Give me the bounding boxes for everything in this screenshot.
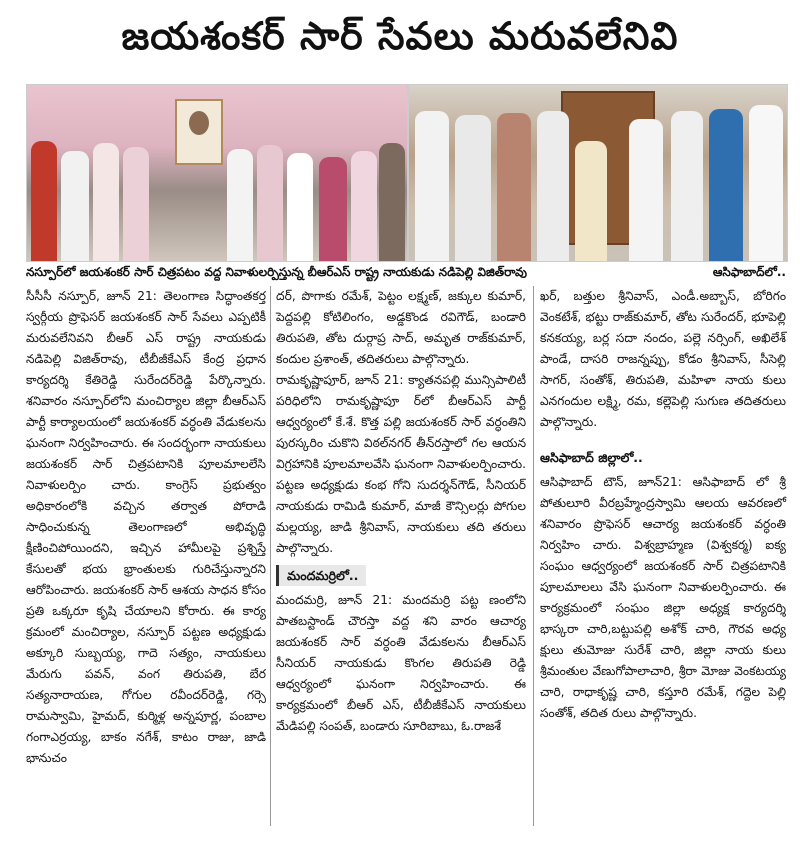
paragraph: మందమర్రి, జూన్ 21: మందమర్రి పట్ట ణంలోని పాతబస్టాండ్ చౌరస్తా వద్ద శని వారం ఆచార్య జయశంకర్ సార్ వర్ధంతి వేడుకలను బీఆర్ఎస్ సీనియర్ నాయకుడు కొంగల తిరుపతి రెడ్డి ఆధ్వర్యంలో ఘనంగా నిర్వహించారు. ఈ కార్యక్రమంలో బీఆర్ ఎస్, టీబీజీకేఎస్ నాయకులు మేడిపల్లి సంపత్, బండారు సూరిబాబు, ఓ.రాజశే (276, 593, 526, 733)
subhead-asifabad: ఆసిఫాబాద్ జిల్లాలో.. (540, 450, 643, 465)
paragraph: ఖర్, బత్తుల శ్రీనివాస్, ఎండీ.అబ్బాస్, బోరిగం వెంకటేశ్, భట్టు రాజ్‌కుమార్, తోట సురేందర్, భూపెల్లి కనకయ్య, బర్ల సదా నందం, పల్లె నర్సింగ్, అఖిలేశ్ పాండే, దాసరి రాజన్నప్పు, కోడం శ్రీనివాస్, సీసెల్లి సాగర్, సంతోశ్, తిరుపతి, మహిళా నాయ కులు ఎనగందుల లక్ష్మి, రమ, కల్లెపెల్లి సుగుణ తదితరులు పాల్గొన్నారు. (540, 289, 786, 429)
photo-caption (26, 262, 786, 282)
caption-right: ఆసిఫాబాద్‌లో.. (712, 265, 786, 279)
paragraph: ఆసిఫాబాద్ టౌన్, జూన్21: ఆసిఫాబాద్ లో శ్రీ పోతులూరి వీరబ్రహ్మేంద్రస్వామి ఆలయ ఆవరణలో శనివారం ప్రొఫెసర్ ఆచార్య జయశంకర్ వర్ధంతి నిర్వహిం చారు. విశ్వబ్రాహ్మణ (విశ్వకర్మ) ఐక్య సంఘం ఆధ్వర్యంలో జయశంకర్ సార్ చిత్రపటానికి పూలమాలలు వేసి ఘనంగా నివాళులర్పించారు. ఈ కార్యక్రమంలో సంఘం జిల్లా అధ్యక్ష కార్యదర్శి భాస్కరా చారి,బట్టుపల్లి అశోక్ చారి, గౌరవ అధ్య క్షులు తుమోజు సురేశ్ చారి, జిల్లా నాయ కులు శ్రీమంతుల వేణుగోపాలాచారి, శ్రీరా మోజు వెంకటయ్య చారి, రాధాకృష్ణ చారి, కస్తూరి రమేశ్, గద్దెల పెల్లి సంతోశ్, తదిత రులు పాల్గొన్నారు. (540, 475, 786, 720)
portrait-image (175, 99, 223, 165)
caption-left: నస్పూర్‌లో జయశంకర్ సార్ చిత్రపటం వద్ద నివాళులర్పిస్తున్న బీఆర్ఎస్ రాష్ట్ర నాయకుడు నడిపెల్లి విజిత్‌రావు (26, 265, 527, 279)
paragraph: రామకృష్ణాపూర్, జూన్ 21: క్యాతనపల్లి మున్సిపాలిటీ పరిధిలోని రామకృష్ణాపూ ర్‌లో బీఆర్ఎస్ పార్టీ ఆధ్వర్యంలో కే.శే. కొత్త పల్లి జయశంకర్ సార్ వర్ధంతిని పురస్కరిం చుకొని విఠల్‌నగర్ తీన్‌రస్తాలో గల ఆయన విగ్రహానికి పూలమాలవేసి ఘనంగా నివాళులర్పించారు. పట్టణ అధ్యక్షుడు కంభ గోని సుదర్శన్‌గౌడ్, సీనియర్ నాయకుడు రామిడి కుమార్, మాజీ కౌన్సిలర్లు పోగుల మల్లయ్య, జాడి శ్రీనివాస్, నాయకులు తది తరులు పాల్గొన్నారు. (276, 373, 526, 555)
photo-nasphur-tribute (26, 84, 408, 262)
article-column-3 (540, 286, 786, 724)
headline: జయశంకర్ సార్ సేవలు మరువలేనివి (121, 14, 679, 58)
column-divider (533, 286, 534, 826)
article-column-1 (26, 286, 266, 769)
photo-asifabad-tribute (408, 84, 788, 262)
paragraph: దర్, పొగాకు రమేశ్, పెట్టం లక్ష్మణ్, జక్కుల కుమార్, పెద్దపల్లి కోటిలింగం, అడ్డకొండ రవిగౌడ్, బండారి తిరుపతి, తోట దుర్గాప్ర సాద్, అమృత రాజ్‌కుమార్, కందుల ప్రశాంత్, తదితరులు పాల్గొన్నారు. (276, 289, 526, 366)
article-column-2 (276, 286, 526, 737)
subhead-mandamarri: మందమర్రిలో.. (276, 565, 366, 586)
column-divider (270, 286, 271, 826)
paragraph: సీసీసీ నస్పూర్, జూన్ 21: తెలంగాణ సిద్ధాంతకర్త స్వర్గీయ ప్రొఫెసర్ జయశంకర్ సార్ సేవలు ఎప్పటికీ మరువలేనివని బీఆర్ ఎస్ రాష్ట్ర నాయకుడు నడిపెల్లి విజిత్‌రావు, టీబీజీకేఎస్ కేంద్ర ప్రధాన కార్యదర్శి కేతిరెడ్డి సురేందర్‌రెడ్డి పేర్కొన్నారు. శనివారం నస్పూర్‌లోని మంచిర్యాల జిల్లా బీఆర్ఎస్ పార్టీ కార్యాలయంలో జయశంకర్ వర్ధంతి వేడుకలను ఘనంగా నిర్వహించారు. ఈ సందర్భంగా నాయకులు జయశంకర్ సార్ చిత్రపటానికి పూలమాలలేసి నివాళులర్పిం చారు. కాంగ్రెస్ ప్రభుత్వం అధికారంలోకి వచ్చిన తర్వాత పోరాడి సాధించుకున్న తెలంగాణలో అభివృద్ధి క్షీణించిపోయిందని, ఇచ్చిన హామీలపై ప్రశ్నిస్తే కేసులతో భయ భ్రాంతులకు గురిచేస్తున్నారని ఆరోపించారు. జయశంకర్ సార్ ఆశయ సాధన కోసం ప్రతి ఒక్కరూ కృషి చేయాలని కోరారు. ఈ కార్య క్రమంలో మంచిర్యాల, నస్పూర్ పట్టణ అధ్యక్షుడు అక్కూరి సుబ్బయ్య, గాదె సత్యం, నాయకులు మేరుగు పవన్, వంగ తిరుపతి, బేర సత్యనారాయణ, గోగుల రవీందర్‌రెడ్డి, గర్సె రామస్వామి, హైమద్, కుర్మిళ్ల అన్నపూర్ణ, పంబాల గంగాఎర్రయ్య, బాకం నగేశ్, కాటం రాజు, జాడి భానుచం (26, 289, 266, 765)
